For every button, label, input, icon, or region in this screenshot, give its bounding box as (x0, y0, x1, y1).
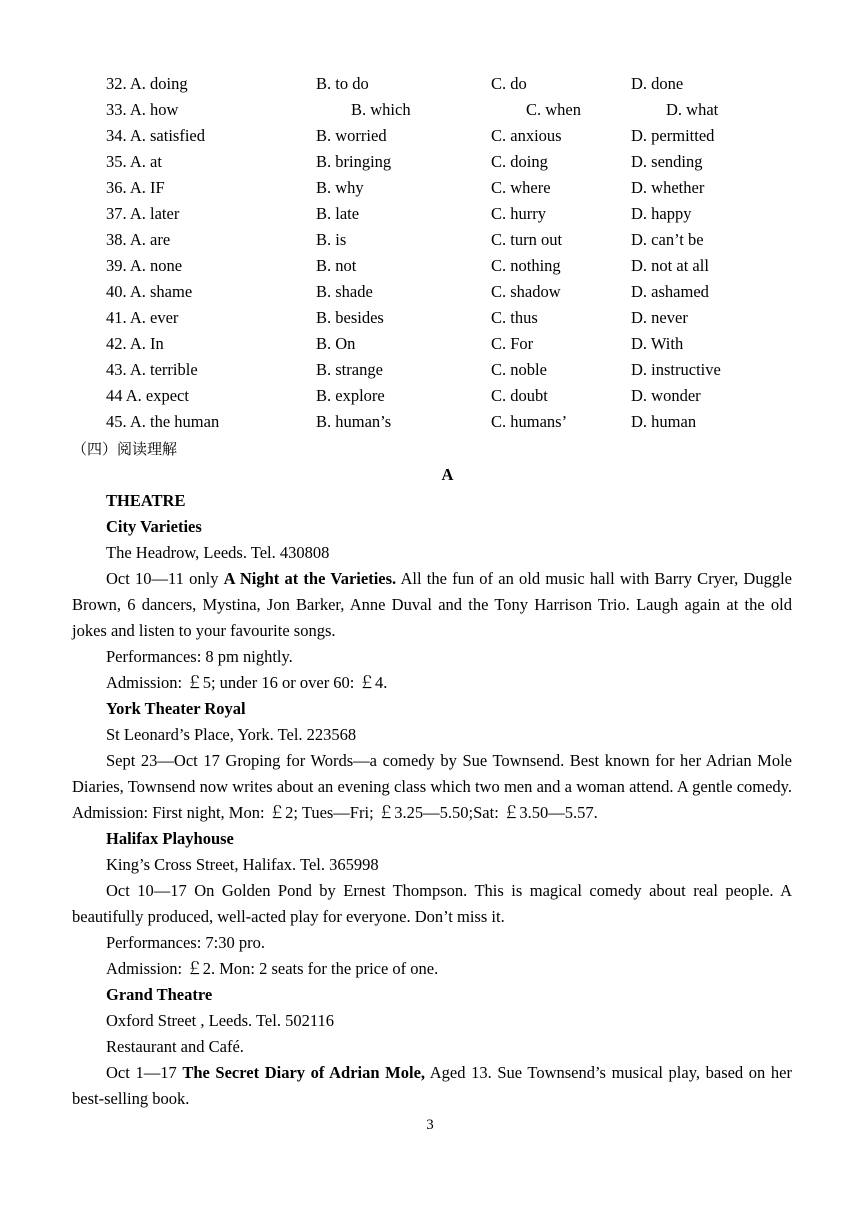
option-a: 38. A. are (106, 230, 171, 249)
option-b: B. explore (316, 386, 385, 405)
venue-description: Oct 10—17 On Golden Pond by Ernest Thompson. This is magical comedy about real people. A beautifully produced, well-acted play for everyone. Don’t miss it. (72, 881, 792, 926)
option-c: C. shadow (491, 282, 561, 301)
venue-name: Grand Theatre (106, 985, 213, 1004)
option-c: C. doubt (491, 386, 548, 405)
passage-letter: A (441, 465, 454, 484)
option-a: 43. A. terrible (106, 360, 198, 379)
option-row (0, 305, 860, 331)
option-d: D. wonder (631, 386, 701, 405)
option-row (0, 279, 860, 305)
show-title: The Secret Diary of Adrian Mole, (182, 1063, 426, 1082)
option-c: C. noble (491, 360, 547, 379)
option-row (0, 357, 860, 383)
option-b: B. to do (316, 74, 369, 93)
option-a: 32. A. doing (106, 74, 188, 93)
option-c: C. turn out (491, 230, 563, 249)
option-c: C. doing (491, 152, 548, 171)
venue-performances: Performances: 8 pm nightly. (106, 647, 293, 666)
option-d: D. done (631, 74, 684, 93)
option-d: D. can’t be (631, 230, 704, 249)
option-d: D. ashamed (631, 282, 709, 301)
option-row (0, 331, 860, 357)
option-d: D. not at all (631, 256, 709, 275)
option-b: B. not (316, 256, 357, 275)
option-row (0, 97, 860, 123)
option-d: D. With (631, 334, 684, 353)
option-a: 39. A. none (106, 256, 183, 275)
option-row (0, 175, 860, 201)
venue-address: The Headrow, Leeds. Tel. 430808 (106, 543, 330, 562)
venue-description: Oct 10—11 only A Night at the Varieties. All the fun of an old music hall with Barry Cryer, Duggle Brown, 6 dancers, Mystina, Jon Barker, Anne Duval and the Tony Harrison Trio. Laugh again at the old jokes and listen to your favourite songs. (72, 569, 792, 640)
option-row (0, 227, 860, 253)
option-b: B. which (351, 100, 411, 119)
option-a: 34. A. satisfied (106, 126, 205, 145)
show-title: A Night at the Varieties. (223, 569, 397, 588)
option-row (0, 409, 860, 435)
option-a: 33. A. how (106, 100, 179, 119)
venue-address: Oxford Street , Leeds. Tel. 502116 (106, 1011, 334, 1030)
option-b: B. besides (316, 308, 384, 327)
venue-performances: Performances: 7:30 pro. (106, 933, 265, 952)
option-c: C. where (491, 178, 551, 197)
venue-name: Halifax Playhouse (106, 829, 234, 848)
option-b: B. late (316, 204, 360, 223)
option-d: D. instructive (631, 360, 721, 379)
option-a: 42. A. In (106, 334, 164, 353)
option-row (0, 383, 860, 409)
venue-description: Sept 23—Oct 17 Groping for Words—a comedy by Sue Townsend. Best known for her Adrian Mole Diaries, Townsend now writes about an evening class which two men and a woman attend. A gentle comedy. Admission: First night, Mon: ￡2; Tues—Fri; ￡3.25—5.50;Sat: ￡3.50—5.57. (72, 751, 792, 822)
option-b: B. is (316, 230, 347, 249)
option-a: 41. A. ever (106, 308, 179, 327)
option-d: D. whether (631, 178, 705, 197)
venue-extra: Restaurant and Café. (106, 1037, 244, 1056)
option-d: D. happy (631, 204, 692, 223)
option-d: D. permitted (631, 126, 715, 145)
option-row (0, 71, 860, 97)
option-d: D. sending (631, 152, 703, 171)
venue-description: Oct 1—17 The Secret Diary of Adrian Mole, Aged 13. Sue Townsend’s musical play, based on her best-selling book. (72, 1063, 792, 1108)
option-a: 44 A. expect (106, 386, 189, 405)
option-b: B. strange (316, 360, 383, 379)
venue-address: St Leonard’s Place, York. Tel. 223568 (106, 725, 357, 744)
venue-admission: Admission: ￡2. Mon: 2 seats for the price of one. (106, 959, 439, 978)
option-c: C. when (526, 100, 581, 119)
option-row (0, 149, 860, 175)
option-c: C. do (491, 74, 527, 93)
option-d: D. never (631, 308, 688, 327)
page-number: 3 (426, 1117, 434, 1133)
option-b: B. bringing (316, 152, 392, 171)
venue-address: King’s Cross Street, Halifax. Tel. 365998 (106, 855, 379, 874)
theatre-heading: THEATRE (106, 491, 186, 510)
option-a: 45. A. the human (106, 412, 220, 431)
option-a: 40. A. shame (106, 282, 193, 301)
option-c: C. hurry (491, 204, 546, 223)
option-c: C. humans’ (491, 412, 568, 431)
option-row (0, 253, 860, 279)
option-b: B. why (316, 178, 364, 197)
option-b: B. shade (316, 282, 373, 301)
option-a: 36. A. IF (106, 178, 165, 197)
option-c: C. anxious (491, 126, 562, 145)
option-row (0, 201, 860, 227)
venue-name: City Varieties (106, 517, 202, 536)
section-heading: （四）阅读理解 (72, 440, 178, 458)
option-c: C. nothing (491, 256, 561, 275)
option-b: B. human’s (316, 412, 392, 431)
option-c: C. For (491, 334, 534, 353)
option-c: C. thus (491, 308, 538, 327)
passage-body (72, 488, 792, 1112)
option-row (0, 123, 860, 149)
option-b: B. worried (316, 126, 387, 145)
venue-name: York Theater Royal (106, 699, 246, 718)
option-b: B. On (316, 334, 356, 353)
option-d: D. what (666, 100, 719, 119)
option-a: 35. A. at (106, 152, 162, 171)
venue-admission: Admission: ￡5; under 16 or over 60: ￡4. (106, 673, 388, 692)
option-a: 37. A. later (106, 204, 180, 223)
option-d: D. human (631, 412, 697, 431)
